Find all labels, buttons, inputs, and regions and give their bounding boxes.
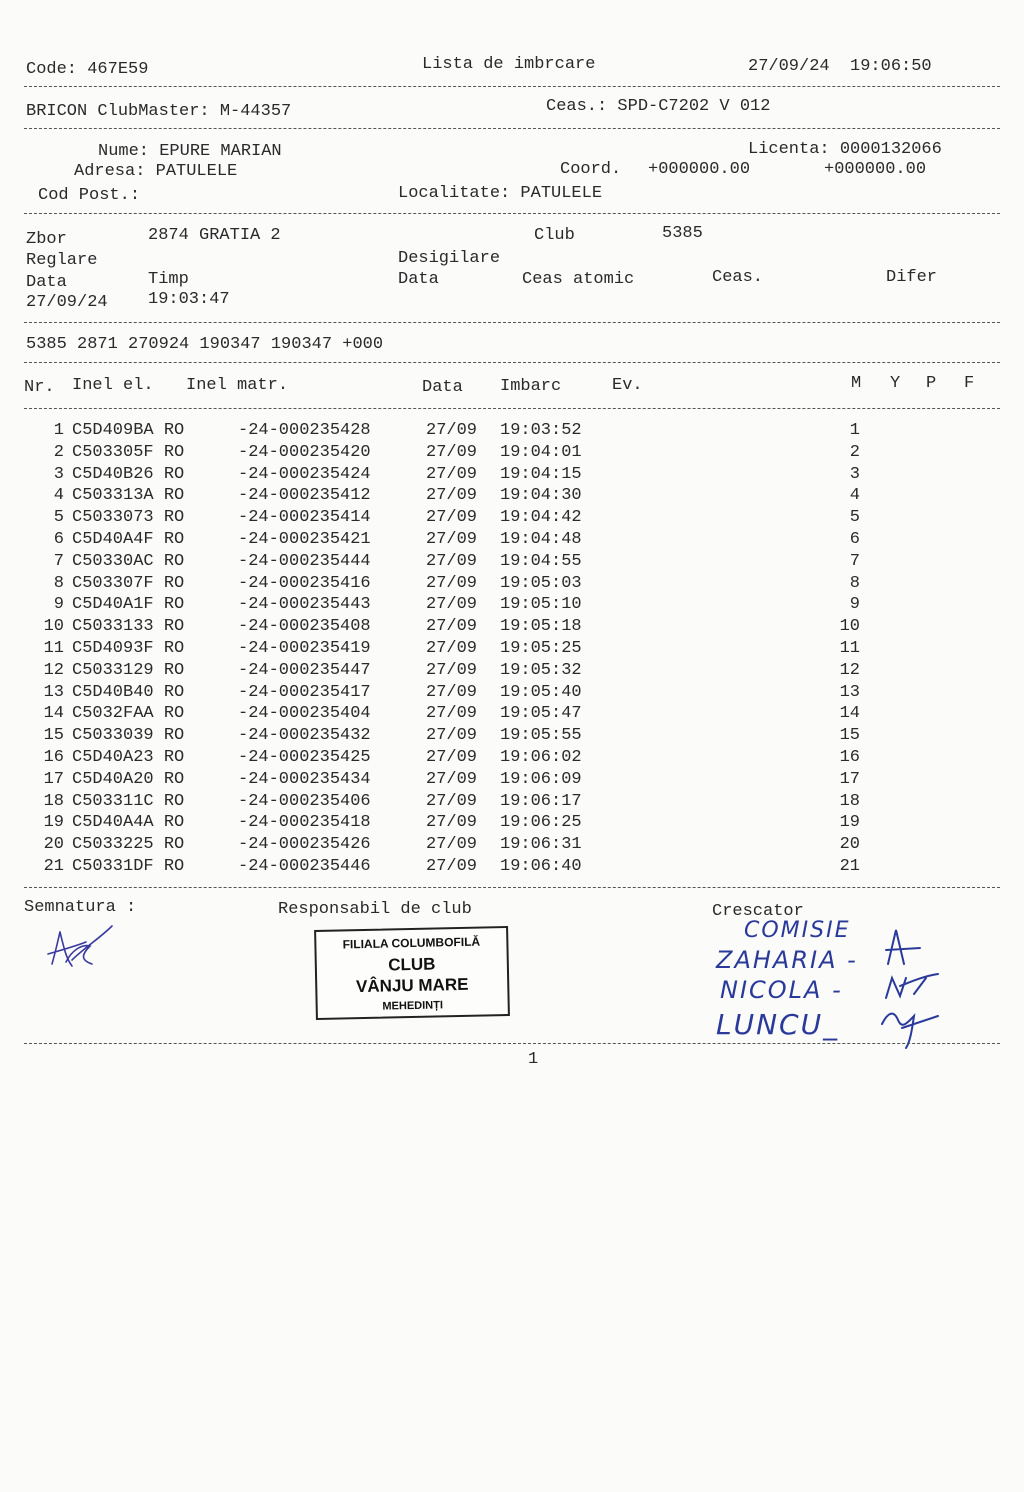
- basketing-date: 27/09: [426, 573, 478, 593]
- row-number: 18: [43, 791, 64, 811]
- coord-label: Coord.: [560, 160, 622, 179]
- electronic-ring: C503311C RO: [72, 791, 185, 811]
- electronic-ring: C5D40B26 RO: [72, 464, 185, 484]
- row-number: 5: [53, 508, 64, 528]
- basketing-date: 27/09: [426, 813, 478, 833]
- basketing-date: 27/09: [426, 769, 478, 789]
- ring-number: -24-000235425: [238, 748, 371, 767]
- pigeon-count: 3: [849, 464, 860, 484]
- table-row: [0, 638, 1024, 660]
- col-header-inel-el: Inel el.: [72, 376, 154, 395]
- document-title: Lista de imbrcare: [422, 55, 596, 74]
- electronic-ring: C5D409BA RO: [72, 421, 185, 440]
- basketing-time: 19:06:40: [500, 857, 582, 876]
- pigeon-count: 21: [839, 857, 860, 876]
- basketing-time: 19:05:40: [500, 682, 582, 702]
- ring-number: -24-000235443: [238, 595, 371, 615]
- row-number: 11: [43, 639, 64, 658]
- electronic-ring: C5D40A4A RO: [72, 813, 185, 833]
- basketing-time: 19:06:17: [500, 791, 582, 811]
- table-row: [0, 573, 1024, 595]
- pigeon-count: 13: [839, 682, 860, 702]
- separator: [24, 362, 1000, 363]
- basketing-time: 19:06:31: [500, 835, 582, 855]
- row-number: 20: [43, 835, 64, 855]
- col-header-m: M: [851, 374, 862, 393]
- col-header-inel-matr: Inel matr.: [186, 376, 289, 395]
- row-number: 14: [43, 704, 64, 724]
- pigeon-count: 1: [849, 421, 860, 440]
- row-number: 6: [53, 530, 64, 549]
- basketing-date: 27/09: [426, 595, 478, 615]
- pigeon-count: 6: [849, 530, 860, 549]
- col-header-y: Y: [890, 374, 901, 393]
- electronic-ring: C5D40A20 RO: [72, 769, 185, 789]
- ring-number: -24-000235419: [238, 639, 371, 658]
- electronic-ring: C50330AC RO: [72, 551, 185, 571]
- col-header-nr: Nr.: [24, 378, 55, 397]
- handwritten-initials: [880, 924, 950, 1054]
- separator: [24, 213, 1000, 214]
- row-number: 19: [43, 813, 64, 833]
- basketing-date: 27/09: [426, 421, 478, 440]
- col-header-f: F: [964, 374, 975, 393]
- pigeon-count: 17: [839, 769, 860, 789]
- ring-number: -24-000235412: [238, 486, 371, 506]
- table-row: [0, 682, 1024, 704]
- table-row: [0, 791, 1024, 813]
- timp-label: Timp: [148, 270, 189, 289]
- basketing-time: 19:05:03: [500, 573, 582, 593]
- basketing-date: 27/09: [426, 660, 478, 680]
- ring-number: -24-000235434: [238, 769, 371, 789]
- license-number: Licenta: 0000132066: [748, 140, 942, 159]
- ring-number: -24-000235414: [238, 508, 371, 528]
- basketing-time: 19:05:55: [500, 726, 582, 746]
- table-row: [0, 507, 1024, 529]
- electronic-ring: C5D40A1F RO: [72, 595, 185, 615]
- handwritten-name-1: ZAHARIA -: [716, 946, 858, 974]
- basketing-time: 19:05:10: [500, 595, 582, 615]
- clock-id: Ceas.: SPD-C7202 V 012: [546, 97, 771, 116]
- ring-number: -24-000235428: [238, 421, 371, 440]
- page-number: 1: [528, 1050, 539, 1069]
- table-row: [0, 834, 1024, 856]
- basketing-time: 19:06:09: [500, 769, 582, 789]
- basketing-time: 19:04:55: [500, 551, 582, 571]
- electronic-ring: C5033039 RO: [72, 726, 185, 746]
- electronic-ring: C5D40A4F RO: [72, 530, 185, 549]
- desigilare-label: Desigilare: [398, 249, 501, 268]
- separator: [24, 1043, 1000, 1044]
- electronic-ring: C5033073 RO: [72, 508, 185, 528]
- basketing-date: 27/09: [426, 704, 478, 724]
- separator: [24, 128, 1000, 129]
- ring-number: -24-000235417: [238, 682, 371, 702]
- ring-number: -24-000235432: [238, 726, 371, 746]
- signature-scribble: [42, 920, 122, 976]
- coord-y: +000000.00: [824, 160, 927, 179]
- owner-address: Adresa: PATULELE: [74, 162, 238, 181]
- pigeon-count: 16: [839, 748, 860, 767]
- breeder-label: Crescator: [712, 902, 804, 921]
- handwritten-name-3: LUNCU_: [716, 1008, 840, 1041]
- col-header-p: P: [926, 374, 937, 393]
- coord-x: +000000.00: [648, 160, 751, 179]
- col-header-data: Data: [422, 378, 463, 397]
- ring-number: -24-000235424: [238, 464, 371, 484]
- basketing-date: 27/09: [426, 551, 478, 571]
- reglare-date: 27/09/24: [26, 293, 108, 312]
- table-row: [0, 660, 1024, 682]
- basketing-time: 19:05:18: [500, 617, 582, 637]
- print-datetime: 27/09/24 19:06:50: [748, 57, 932, 76]
- club-value: 5385: [662, 224, 703, 243]
- col-header-ev: Ev.: [612, 376, 643, 395]
- basketing-date: 27/09: [426, 508, 478, 528]
- club-label: Club: [534, 226, 575, 245]
- stamp-line-3: VÂNJU MARE: [355, 974, 469, 997]
- row-number: 17: [43, 769, 64, 789]
- table-row: [0, 856, 1024, 878]
- table-row: [0, 420, 1024, 442]
- data2-label: Data: [398, 270, 439, 289]
- separator: [24, 887, 1000, 888]
- postal-code: Cod Post.:: [38, 186, 141, 205]
- basketing-time: 19:03:52: [500, 421, 582, 440]
- basketing-time: 19:04:15: [500, 464, 582, 484]
- electronic-ring: C50331DF RO: [72, 857, 185, 876]
- document-code: Code: 467E59: [26, 60, 149, 79]
- table-row: [0, 725, 1024, 747]
- pigeon-count: 19: [839, 813, 860, 833]
- pigeon-count: 10: [839, 617, 860, 637]
- pigeon-count: 12: [839, 660, 860, 680]
- zbor-value: 2874 GRATIA 2: [148, 226, 281, 245]
- basketing-time: 19:04:01: [500, 442, 582, 462]
- ring-number: -24-000235418: [238, 813, 371, 833]
- pigeon-count: 14: [839, 704, 860, 724]
- table-row: [0, 485, 1024, 507]
- stamp-line-4: MEHEDINȚI: [382, 999, 444, 1013]
- electronic-ring: C5D4093F RO: [72, 639, 185, 658]
- pigeon-count: 9: [849, 595, 860, 615]
- handwritten-commission: COMISIE: [744, 918, 851, 943]
- pigeon-count: 4: [849, 486, 860, 506]
- table-row: [0, 616, 1024, 638]
- row-number: 8: [53, 573, 64, 593]
- electronic-ring: C5032FAA RO: [72, 704, 185, 724]
- pigeon-count: 11: [839, 639, 860, 658]
- basketing-time: 19:04:42: [500, 508, 582, 528]
- ceas-label: Ceas.: [712, 268, 764, 287]
- col-header-imbarc: Imbarc: [500, 377, 562, 396]
- owner-name: Nume: EPURE MARIAN: [98, 142, 282, 161]
- basketing-date: 27/09: [426, 682, 478, 702]
- row-number: 3: [53, 464, 64, 484]
- row-number: 7: [53, 551, 64, 571]
- separator: [24, 86, 1000, 87]
- basketing-time: 19:05:32: [500, 660, 582, 680]
- ceas-atomic-label: Ceas atomic: [522, 270, 635, 289]
- zbor-label: Zbor: [26, 230, 67, 249]
- row-number: 10: [43, 617, 64, 637]
- table-row: [0, 464, 1024, 486]
- basketing-time: 19:05:25: [500, 639, 582, 658]
- basketing-date: 27/09: [426, 835, 478, 855]
- basketing-date: 27/09: [426, 857, 478, 876]
- pigeon-count: 8: [849, 573, 860, 593]
- basketing-date: 27/09: [426, 442, 478, 462]
- row-number: 4: [53, 486, 64, 506]
- electronic-ring: C5033129 RO: [72, 660, 185, 680]
- table-row: [0, 442, 1024, 464]
- data-label: Data: [26, 273, 67, 292]
- reglare-label: Reglare: [26, 251, 98, 270]
- basketing-date: 27/09: [426, 530, 478, 549]
- row-number: 15: [43, 726, 64, 746]
- ring-number: -24-000235416: [238, 573, 371, 593]
- basketing-date: 27/09: [426, 748, 478, 767]
- basketing-date: 27/09: [426, 464, 478, 484]
- row-number: 12: [43, 660, 64, 680]
- table-row: [0, 747, 1024, 769]
- basketing-time: 19:06:25: [500, 813, 582, 833]
- ring-number: -24-000235420: [238, 442, 371, 462]
- table-row: [0, 812, 1024, 834]
- basketing-date: 27/09: [426, 617, 478, 637]
- ring-number: -24-000235446: [238, 857, 371, 876]
- row-number: 21: [43, 857, 64, 876]
- basketing-date: 27/09: [426, 486, 478, 506]
- table-row: [0, 594, 1024, 616]
- row-number: 2: [53, 442, 64, 462]
- electronic-ring: C5033133 RO: [72, 617, 185, 637]
- table-row: [0, 529, 1024, 551]
- basketing-time: 19:06:02: [500, 748, 582, 767]
- electronic-ring: C5D40B40 RO: [72, 682, 185, 702]
- ring-number: -24-000235408: [238, 617, 371, 637]
- basketing-time: 19:05:47: [500, 704, 582, 724]
- pigeon-count: 20: [839, 835, 860, 855]
- ring-number: -24-000235421: [238, 530, 371, 549]
- electronic-ring: C5033225 RO: [72, 835, 185, 855]
- separator: [24, 408, 1000, 409]
- ring-number: -24-000235406: [238, 791, 371, 811]
- stamp-line-2: CLUB: [388, 954, 436, 975]
- ring-number: -24-000235426: [238, 835, 371, 855]
- separator: [24, 322, 1000, 323]
- electronic-ring: C503313A RO: [72, 486, 185, 506]
- reglare-time: 19:03:47: [148, 290, 230, 309]
- table-row: [0, 551, 1024, 573]
- club-stamp: [314, 926, 510, 1020]
- row-number: 16: [43, 748, 64, 767]
- electronic-ring: C503307F RO: [72, 573, 185, 593]
- ring-number: -24-000235444: [238, 551, 371, 571]
- table-row: [0, 703, 1024, 725]
- clubmaster-id: BRICON ClubMaster: M-44357: [26, 102, 292, 121]
- ring-number: -24-000235404: [238, 704, 371, 724]
- signature-label: Semnatura :: [24, 898, 137, 917]
- basketing-date: 27/09: [426, 791, 478, 811]
- basketing-date: 27/09: [426, 639, 478, 658]
- basketing-date: 27/09: [426, 726, 478, 746]
- electronic-ring: C5D40A23 RO: [72, 748, 185, 767]
- pigeon-count: 15: [839, 726, 860, 746]
- pigeon-count: 7: [849, 551, 860, 571]
- row-number: 1: [53, 421, 64, 440]
- difer-label: Difer: [886, 268, 938, 287]
- pigeon-count: 5: [849, 508, 860, 528]
- locality: Localitate: PATULELE: [398, 184, 603, 203]
- basketing-time: 19:04:30: [500, 486, 582, 506]
- row-number: 9: [53, 595, 64, 615]
- ring-number: -24-000235447: [238, 660, 371, 680]
- pigeon-count: 2: [849, 442, 860, 462]
- pigeon-count: 18: [839, 791, 860, 811]
- table-row: [0, 769, 1024, 791]
- stamp-line-1: FILIALA COLUMBOFILĂ: [342, 934, 481, 952]
- row-number: 13: [43, 682, 64, 702]
- handwritten-name-2: NICOLA -: [720, 976, 843, 1004]
- electronic-ring: C503305F RO: [72, 442, 185, 462]
- club-responsible-label: Responsabil de club: [278, 900, 472, 919]
- basketing-time: 19:04:48: [500, 530, 582, 549]
- flight-code-line: 5385 2871 270924 190347 190347 +000: [26, 335, 384, 354]
